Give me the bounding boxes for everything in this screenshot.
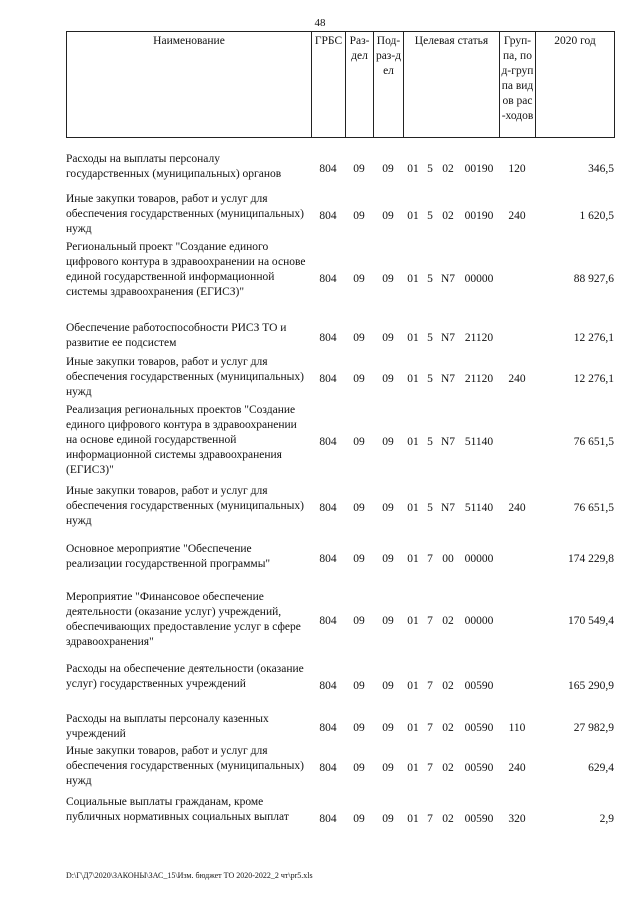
cell-direction: 00000 [464,553,494,565]
cell-grbs: 804 [319,680,337,692]
cell-razdel: 09 [353,163,365,175]
cell-razdel: 09 [353,332,365,344]
cell-expense-group: 110 [508,722,526,734]
table-row [66,662,614,710]
cell-razdel: 09 [353,373,365,385]
cell-razdel: 09 [353,502,365,514]
header-grbs: ГРБС [312,32,346,138]
cell-expense-group: 240 [508,373,526,385]
cell-grbs: 804 [319,436,337,448]
table-row [66,744,614,792]
cell-event: 02 [442,680,454,692]
cell-program: 01 [407,502,419,514]
table-row [66,192,614,240]
cell-direction: 00590 [464,722,494,734]
cell-subprogram: 5 [427,210,433,222]
cell-event: 02 [442,813,454,825]
cell-direction: 51140 [464,436,494,448]
cell-amount: 629,4 [588,762,614,774]
cell-razdel: 09 [353,722,365,734]
cell-grbs: 804 [319,373,337,385]
cell-amount: 76 651,5 [573,502,614,514]
cell-amount: 346,5 [588,163,614,175]
cell-grbs: 804 [319,722,337,734]
cell-direction: 21120 [464,373,494,385]
cell-grbs: 804 [319,210,337,222]
cell-expense-group: 120 [508,163,526,175]
cell-name: Мероприятие "Финансовое обеспечение деятельности (оказание услуг) учреждений, обеспечивающих предоставление услуг в сфере здравоохранения" [66,591,301,648]
cell-razdel: 09 [353,273,365,285]
cell-program: 01 [407,813,419,825]
cell-name: Иные закупки товаров, работ и услуг для обеспечения государственных (муниципальных) нужд [66,485,304,527]
cell-event: 02 [442,762,454,774]
cell-podrazdel: 09 [382,680,394,692]
cell-podrazdel: 09 [382,373,394,385]
cell-event: N7 [440,273,456,285]
cell-program: 01 [407,332,419,344]
cell-podrazdel: 09 [382,332,394,344]
table-row [66,712,614,744]
cell-subprogram: 7 [427,762,433,774]
cell-direction: 51140 [464,502,494,514]
cell-podrazdel: 09 [382,722,394,734]
cell-podrazdel: 09 [382,615,394,627]
cell-amount: 170 549,4 [568,615,614,627]
cell-grbs: 804 [319,615,337,627]
cell-event: N7 [440,436,456,448]
header-target-article: Целевая статья [404,32,500,138]
cell-razdel: 09 [353,813,365,825]
cell-expense-group: 240 [508,210,526,222]
cell-razdel: 09 [353,615,365,627]
cell-podrazdel: 09 [382,436,394,448]
cell-name: Реализация региональных проектов "Создание единого цифрового контура в здравоохранении на основе единой государственной информационной системы здравоохранения (ЕГИСЗ)" [66,404,297,476]
cell-direction: 00000 [464,615,494,627]
cell-program: 01 [407,373,419,385]
cell-razdel: 09 [353,680,365,692]
cell-podrazdel: 09 [382,762,394,774]
cell-amount: 174 229,8 [568,553,614,565]
header-podrazdel: Под-раз-дел [374,32,404,138]
header-year-2020: 2020 год [536,32,615,138]
cell-subprogram: 5 [427,163,433,175]
header-name: Наименование [67,32,312,138]
cell-grbs: 804 [319,163,337,175]
cell-grbs: 804 [319,813,337,825]
cell-grbs: 804 [319,502,337,514]
cell-program: 01 [407,680,419,692]
cell-subprogram: 5 [427,373,433,385]
cell-podrazdel: 09 [382,553,394,565]
header-expense-group: Груп-па, под-группа видов рас-ходов [500,32,536,138]
cell-direction: 00590 [464,762,494,774]
cell-event: 02 [442,163,454,175]
cell-subprogram: 7 [427,615,433,627]
cell-program: 01 [407,553,419,565]
cell-name: Социальные выплаты гражданам, кроме публичных нормативных социальных выплат [66,796,289,823]
cell-name: Обеспечение работоспособности РИСЗ ТО и развитие ее подсистем [66,322,287,349]
cell-event: 02 [442,722,454,734]
cell-razdel: 09 [353,210,365,222]
cell-direction: 00000 [464,273,494,285]
cell-program: 01 [407,436,419,448]
table-row [66,403,614,481]
table-row [66,795,614,843]
cell-program: 01 [407,210,419,222]
table-row [66,152,614,186]
cell-program: 01 [407,163,419,175]
page-number: 48 [314,17,326,29]
cell-amount: 1 620,5 [579,210,614,222]
cell-grbs: 804 [319,273,337,285]
cell-direction: 00590 [464,680,494,692]
table-header [66,31,615,138]
table-row [66,321,614,355]
cell-subprogram: 7 [427,680,433,692]
cell-direction: 00190 [464,163,494,175]
cell-expense-group: 320 [508,813,526,825]
cell-podrazdel: 09 [382,502,394,514]
cell-grbs: 804 [319,332,337,344]
cell-program: 01 [407,615,419,627]
cell-program: 01 [407,762,419,774]
cell-direction: 21120 [464,332,494,344]
header-razdel: Раз-дел [346,32,374,138]
cell-subprogram: 5 [427,332,433,344]
cell-event: 00 [442,553,454,565]
cell-podrazdel: 09 [382,210,394,222]
cell-name: Расходы на выплаты персоналу государственных (муниципальных) органов [66,153,282,180]
cell-subprogram: 5 [427,436,433,448]
cell-razdel: 09 [353,762,365,774]
cell-razdel: 09 [353,553,365,565]
table-row [66,484,614,532]
cell-program: 01 [407,722,419,734]
cell-event: N7 [440,332,456,344]
cell-name: Расходы на обеспечение деятельности (оказание услуг) государственных учреждений [66,663,304,690]
cell-amount: 12 276,1 [573,332,614,344]
cell-amount: 12 276,1 [573,373,614,385]
cell-podrazdel: 09 [382,273,394,285]
cell-subprogram: 5 [427,502,433,514]
table-row [66,542,614,576]
cell-direction: 00590 [464,813,494,825]
cell-razdel: 09 [353,436,365,448]
cell-grbs: 804 [319,553,337,565]
cell-amount: 76 651,5 [573,436,614,448]
cell-name: Иные закупки товаров, работ и услуг для обеспечения государственных (муниципальных) нужд [66,193,304,235]
cell-subprogram: 5 [427,273,433,285]
cell-event: N7 [440,502,456,514]
table-row [66,355,614,403]
cell-expense-group: 240 [508,502,526,514]
cell-direction: 00190 [464,210,494,222]
cell-subprogram: 7 [427,722,433,734]
cell-podrazdel: 09 [382,813,394,825]
cell-program: 01 [407,273,419,285]
table-row [66,590,614,652]
cell-subprogram: 7 [427,553,433,565]
cell-name: Иные закупки товаров, работ и услуг для обеспечения государственных (муниципальных) нужд [66,745,304,787]
cell-grbs: 804 [319,762,337,774]
cell-amount: 2,9 [599,813,614,825]
cell-name: Расходы на выплаты персоналу казенных учреждений [66,713,269,740]
cell-event: 02 [442,210,454,222]
cell-name: Основное мероприятие "Обеспечение реализации государственной программы" [66,543,271,570]
cell-event: N7 [440,373,456,385]
cell-expense-group: 240 [508,762,526,774]
cell-name: Иные закупки товаров, работ и услуг для обеспечения государственных (муниципальных) нужд [66,356,304,398]
cell-subprogram: 7 [427,813,433,825]
cell-event: 02 [442,615,454,627]
table-row [66,240,614,318]
cell-amount: 165 290,9 [568,680,614,692]
cell-amount: 27 982,9 [573,722,614,734]
cell-podrazdel: 09 [382,163,394,175]
file-path-footer: D:\Г\Д7\2020\ЗАКОНЫ\ЗАС_15\Изм. бюджет ТО 2020-2022_2 чт\pr5.xls [66,871,313,880]
cell-amount: 88 927,6 [573,273,614,285]
cell-name: Региональный проект "Создание единого цифрового контура в здравоохранении на основе единой государственной информационной системы здравоохранения (ЕГИСЗ)" [66,241,306,298]
